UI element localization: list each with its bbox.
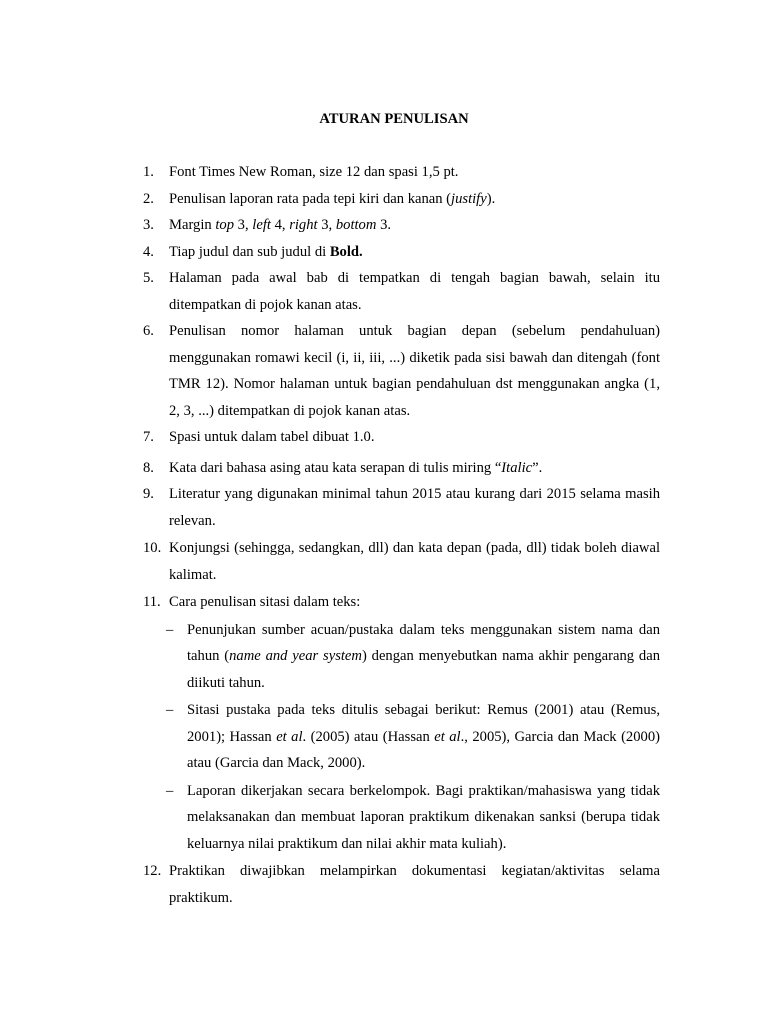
dash-bullet: – xyxy=(166,702,174,718)
italic-term: justify xyxy=(451,190,487,207)
sub-item-text-mid: . (2005) atau (Hassan xyxy=(302,728,430,745)
item-text: Penulisan nomor halaman untuk bagian depan (sebelum pendahuluan) menggunakan romawi kecil (i, ii, iii, ...) diketik pada sisi bawah dan ditengah (font TMR 12). Nomor halaman untuk bagian pendahuluan dst menggunakan angka (1, 2, 3, ...) ditempatkan di pojok kanan atas. xyxy=(169,323,660,419)
italic-et-al: et al xyxy=(276,728,303,745)
sub-item-text-end: ) dengan menyebutkan nama akhir pengarang dan diikuti tahun. xyxy=(187,648,660,691)
item-number: 9. xyxy=(143,486,154,502)
item-number: 5. xyxy=(143,270,154,286)
list-item-9 xyxy=(0,481,660,534)
item-number: 10. xyxy=(143,540,162,556)
item-number: 7. xyxy=(143,429,154,445)
margin-left-value: 4, xyxy=(274,217,286,233)
list-item-7 xyxy=(0,424,660,451)
italic-et-al: et al xyxy=(434,728,461,745)
item-text: Halaman pada awal bab di tempatkan di tengah bagian bawah, selain itu ditempatkan di pojok kanan atas. xyxy=(169,270,660,313)
margin-label: Margin xyxy=(169,217,212,233)
item-text: Literatur yang digunakan minimal tahun 2015 atau kurang dari 2015 selama masih relevan. xyxy=(169,486,660,529)
item-number: 4. xyxy=(143,243,154,260)
bold-term: Bold. xyxy=(329,243,363,260)
item-number: 1. xyxy=(143,164,154,180)
margin-top-label: top xyxy=(215,217,235,233)
item-text: Praktikan diwajibkan melampirkan dokumentasi kegiatan/aktivitas selama praktikum. xyxy=(169,863,660,906)
list-item-11 xyxy=(0,589,660,616)
item-text: Cara penulisan sitasi dalam teks: xyxy=(169,594,361,610)
item-text: Font Times New Roman, size 12 dan spasi 1,5 pt. xyxy=(169,164,459,180)
item-text-end: ). xyxy=(486,190,496,207)
list-item-3 xyxy=(0,212,660,239)
list-item-2 xyxy=(0,186,660,213)
margin-right-label: right xyxy=(289,217,318,233)
list-item-5 xyxy=(0,265,660,318)
margin-right-value: 3, xyxy=(321,217,333,233)
list-item-1 xyxy=(0,159,660,186)
sub-item-text-end: ., 2005), Garcia dan Mack (2000) atau (Garcia dan Mack, 2000). xyxy=(187,728,660,771)
list-item-6 xyxy=(0,318,660,424)
rules-list xyxy=(0,159,768,911)
italic-term: name and year system xyxy=(229,648,362,664)
list-item-8 xyxy=(0,455,660,482)
sub-item-1 xyxy=(0,617,660,697)
sub-item-3 xyxy=(0,778,660,858)
margin-left-label: left xyxy=(252,217,271,233)
item-number: 8. xyxy=(143,459,154,476)
item-number: 2. xyxy=(143,190,154,207)
list-item-4 xyxy=(0,239,660,266)
sub-item-text: Sitasi pustaka pada teks ditulis sebagai berikut: Remus (2001) atau (Remus, 2001); Hassan xyxy=(187,702,660,745)
sub-item-text: Penunjukan sumber acuan/pustaka dalam teks menggunakan sistem nama dan tahun ( xyxy=(187,621,660,664)
margin-top-value: 3, xyxy=(237,217,249,233)
list-item-10 xyxy=(0,535,660,588)
italic-term: Italic xyxy=(501,459,533,476)
list-item-12 xyxy=(0,858,660,911)
item-text: Kata dari bahasa asing atau kata serapan di tulis miring “ xyxy=(169,459,502,476)
margin-bottom-label: bottom xyxy=(335,217,377,233)
item-number: 11. xyxy=(143,594,161,610)
item-text: Tiap judul dan sub judul di xyxy=(169,243,327,260)
page-title: ATURAN PENULISAN xyxy=(319,111,469,127)
dash-bullet: – xyxy=(166,782,174,799)
item-number: 12. xyxy=(143,863,162,879)
margin-bottom-value: 3. xyxy=(380,217,392,233)
item-number: 6. xyxy=(143,323,154,339)
item-text: Spasi untuk dalam tabel dibuat 1.0. xyxy=(169,429,375,445)
item-text: Konjungsi (sehingga, sedangkan, dll) dan kata depan (pada, dll) tidak boleh diawal kalimat. xyxy=(169,540,660,583)
item-text-end: ”. xyxy=(532,459,543,476)
dash-bullet: – xyxy=(166,621,174,638)
item-number: 3. xyxy=(143,217,154,233)
sub-item-text: Laporan dikerjakan secara berkelompok. Bagi praktikan/mahasiswa yang tidak melaksanakan dan membuat laporan praktikum dikenakan sanksi (berupa tidak keluarnya nilai praktikum dan nilai akhir mata kuliah). xyxy=(187,782,660,852)
sub-item-2 xyxy=(0,697,660,777)
item-text: Penulisan laporan rata pada tepi kiri dan kanan ( xyxy=(169,190,452,207)
